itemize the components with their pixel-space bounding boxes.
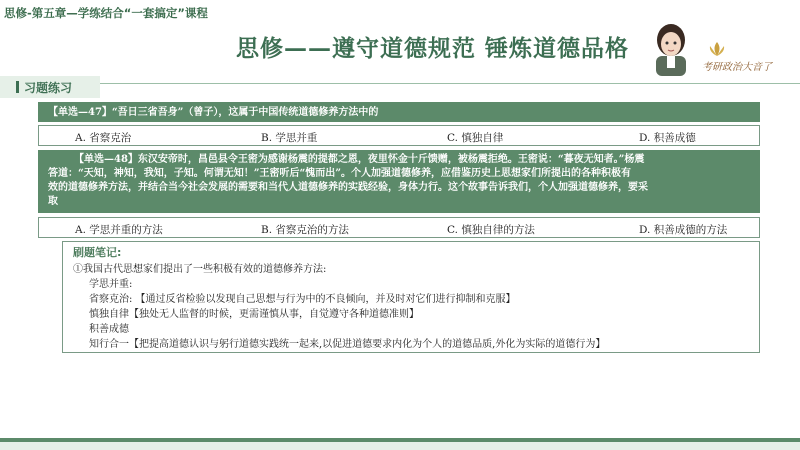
notes-intro: ①我国古代思想家们提出了一些积极有效的道德修养方法:: [73, 264, 327, 275]
question-47: 【单选—47】“吾日三省吾身”（曾子），这属于中国传统道德修养方法中的: [38, 102, 760, 122]
notes-title: 刷题笔记:: [73, 246, 122, 259]
course-label: 思修-第五章—学练结合“一套搞定”课程: [4, 6, 208, 20]
section-header: [0, 76, 100, 98]
footer-band: [0, 442, 800, 450]
notes-item: 学思并重:: [89, 279, 133, 290]
option-c[interactable]: C. 慎独自律的方法: [447, 224, 535, 236]
brand-text: 考研政治大音了: [702, 62, 772, 73]
option-d[interactable]: D. 积善成德的方法: [639, 224, 728, 236]
question-48-options: [38, 217, 760, 238]
notes-item: 慎独自律【独处无人监督的时候，更需谨慎从事，自觉遵守各种道德准则】: [89, 309, 419, 320]
option-b[interactable]: B. 省察克治的方法: [261, 224, 349, 236]
notes-item: 积善成德: [89, 324, 129, 335]
avatar: [648, 20, 694, 76]
lotus-icon: [702, 40, 732, 58]
section-title: 习题练习: [24, 81, 73, 95]
question-47-options: [38, 125, 760, 146]
notes-item: 知行合一【把提高道德认识与躬行道德实践统一起来,以促进道德要求内化为个人的道德品质,外化为实际的道德行为】: [89, 339, 606, 350]
notes-item: 省察克治: 【通过反省检验以发现自己思想与行为中的不良倾向，并及时对它们进行抑制和克服】: [89, 294, 516, 305]
question-48: [38, 150, 760, 213]
question-48-line: 【单选—48】东汉安帝时，昌邑县令王密为感谢杨震的提都之恩，夜里怀金十斤馈赠，被杨震拒绝。王密说：“暮夜无知者。”杨震: [74, 154, 645, 165]
page-title: 思修——遵守道德规范 锤炼道德品格: [236, 35, 630, 62]
question-48-line: 效的道德修养方法，并结合当今社会发展的需要和当代人道德修养的实践经验，身体力行。这个故事告诉我们，个人加强道德修养，要采: [48, 182, 648, 193]
notes-panel: [62, 241, 760, 353]
option-a[interactable]: A. 省察克治: [75, 132, 132, 144]
question-48-line: 答道：“天知，神知，我知，子知。何谓无知！”王密听后“愧而出”。个人加强道德修养，应借鉴历史上思想家们所提出的各种积极有: [48, 168, 632, 179]
option-d[interactable]: D. 积善成德: [639, 132, 696, 144]
section-bar: [16, 81, 19, 93]
brand-logo: [702, 40, 798, 78]
question-48-line: 取: [48, 196, 58, 207]
option-c[interactable]: C. 慎独自律: [447, 132, 504, 144]
option-b[interactable]: B. 学思并重: [261, 132, 318, 144]
option-a[interactable]: A. 学思并重的方法: [75, 224, 163, 236]
section-divider: [0, 83, 800, 84]
